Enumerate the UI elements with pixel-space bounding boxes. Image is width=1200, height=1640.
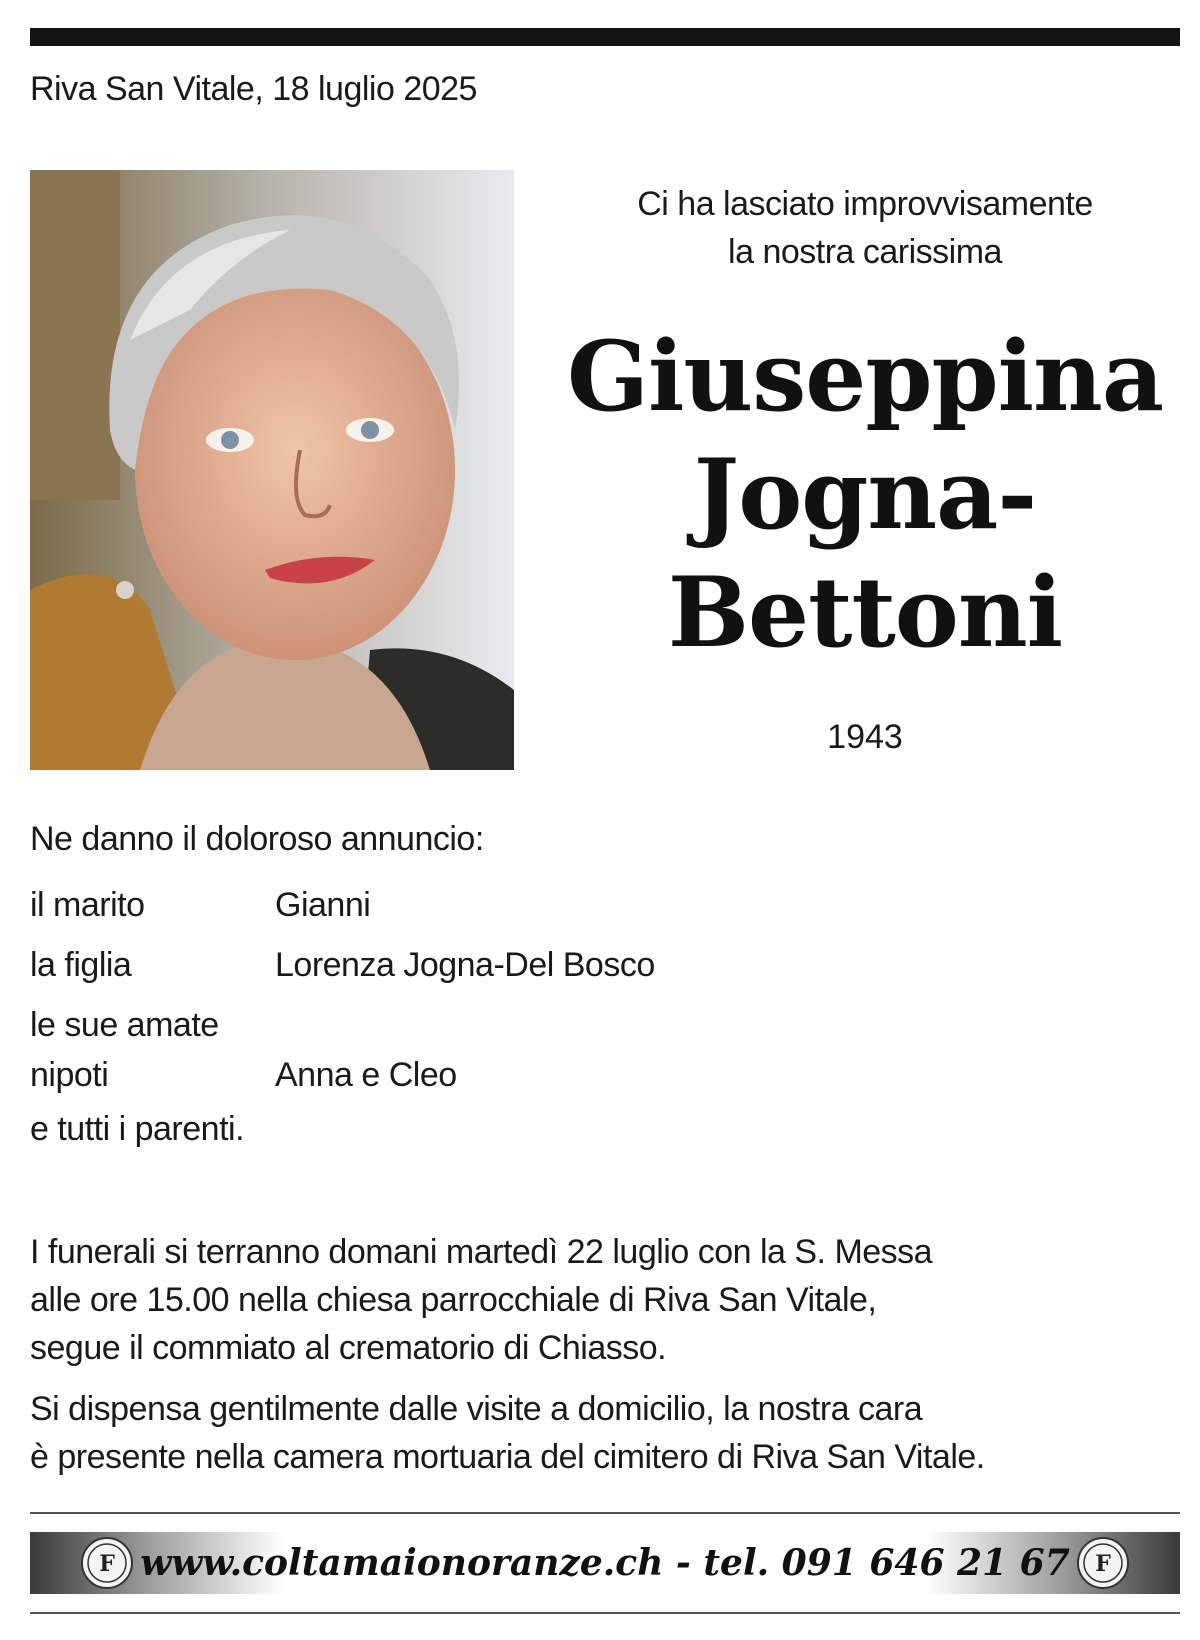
logo-letter: F [99, 1551, 115, 1577]
intro-line: Ci ha lasciato improvvisamente [637, 185, 1093, 223]
divider [30, 1512, 1180, 1514]
visits-line: è presente nella camera mortuaria del cimitero di Riva San Vitale. [30, 1438, 985, 1476]
place-date: Riva San Vitale, 18 luglio 2025 [30, 70, 477, 108]
funeral-details [30, 1228, 1180, 1372]
deceased-portrait [30, 170, 514, 770]
footer-contact-link[interactable]: www.coltamaionoranze.ch - tel. 091 646 21 67 [140, 1542, 1070, 1584]
logo-letter: F [1095, 1551, 1111, 1577]
family-name: Gianni [275, 886, 371, 924]
funeral-line: segue il commiato al crematorio di Chiasso. [30, 1329, 667, 1367]
name-line: Giuseppina [566, 320, 1164, 433]
divider [30, 1612, 1180, 1614]
name-line: Bettoni [667, 556, 1063, 669]
family-role: le sue amate nipoti [30, 1006, 219, 1094]
family-role: la figlia [30, 946, 132, 984]
deceased-name [540, 318, 1190, 672]
visits-note [30, 1385, 1180, 1481]
family-name: Lorenza Jogna-Del Bosco [275, 946, 655, 984]
intro-text [560, 180, 1170, 276]
name-line: Jogna- [693, 438, 1037, 551]
funeral-line: I funerali si terranno domani martedì 22 luglio con la S. Messa [30, 1233, 933, 1271]
announcement-heading: Ne danno il doloroso annuncio: [30, 820, 484, 858]
footer-band [30, 1532, 1180, 1594]
funeral-home-logo-icon [1076, 1536, 1130, 1590]
funeral-line: alle ore 15.00 nella chiesa parrocchiale di Riva San Vitale, [30, 1281, 877, 1319]
birth-year: 1943 [827, 718, 903, 756]
announcement-closing: e tutti i parenti. [30, 1110, 245, 1148]
top-rule [30, 28, 1180, 46]
intro-line: la nostra carissima [728, 233, 1002, 271]
family-role: il marito [30, 886, 145, 924]
family-name: Anna e Cleo [275, 1056, 457, 1094]
visits-line: Si dispensa gentilmente dalle visite a domicilio, la nostra cara [30, 1390, 923, 1428]
